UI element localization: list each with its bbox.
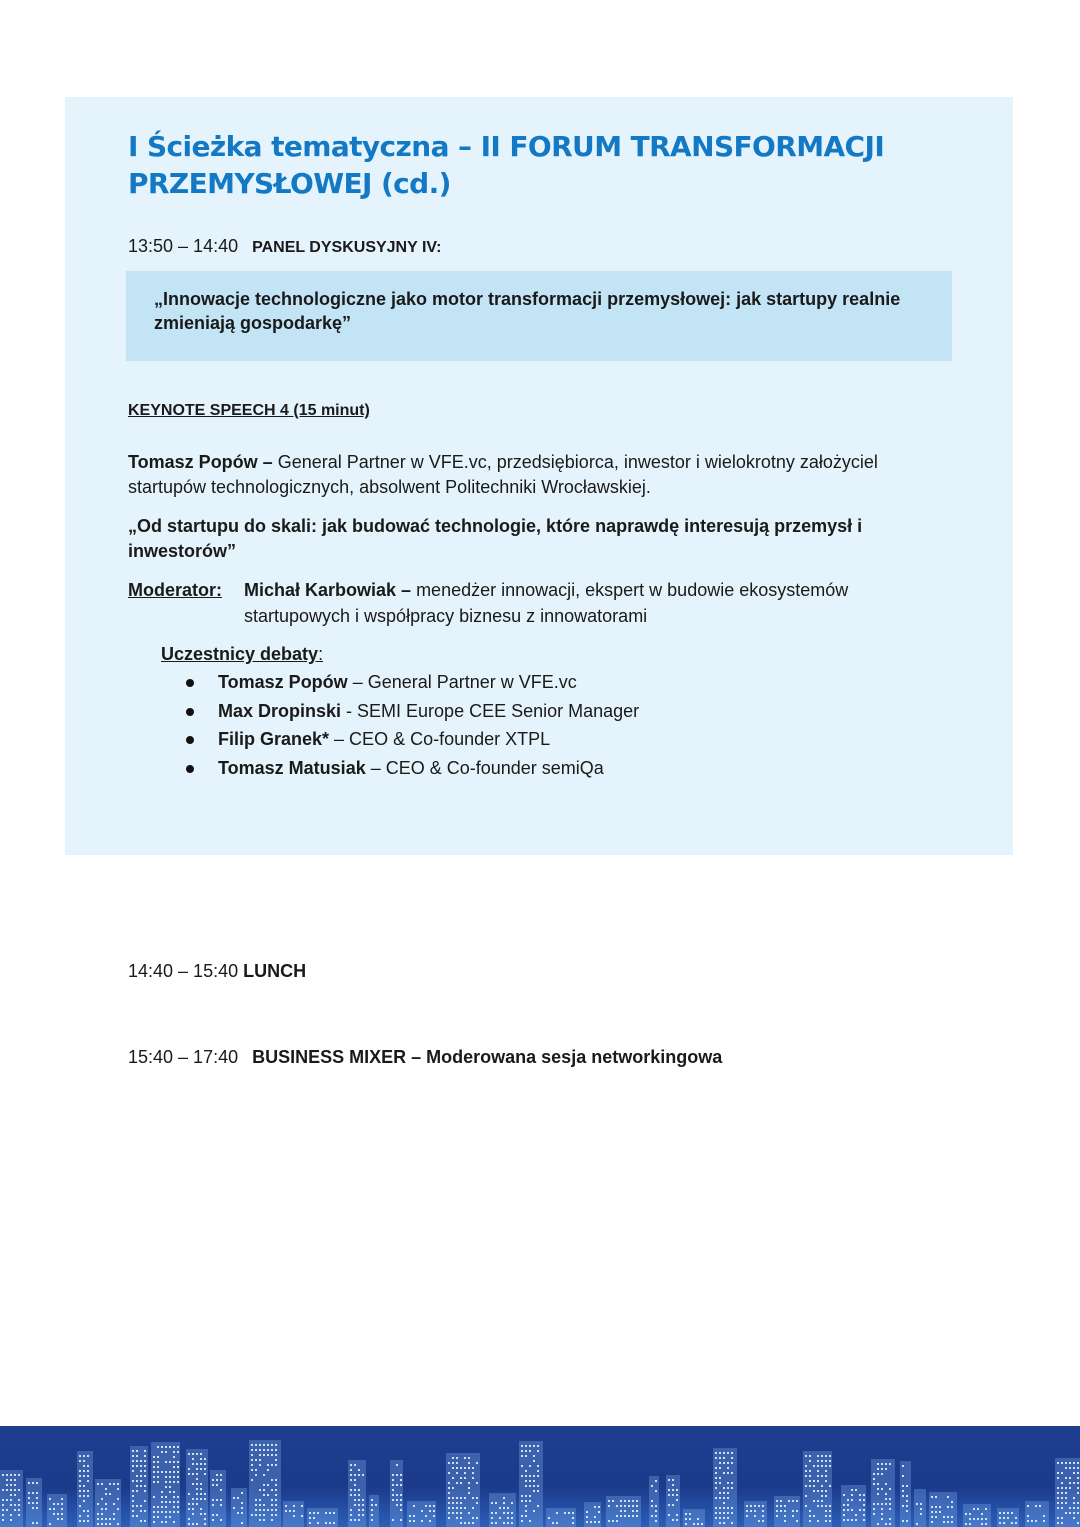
- participants-heading-label: Uczestnicy debaty: [161, 644, 319, 664]
- panel-time: 13:50 – 14:40: [128, 236, 239, 256]
- participant-name: Tomasz Matusiak: [218, 757, 366, 778]
- keynote-speaker: [128, 450, 958, 500]
- keynote-speaker-bio: General Partner w VFE.vc, przedsiębiorca, inwestor i wielokrotny założyciel startupów technologicznych, absolwent Politechniki Wrocławskiej.: [128, 452, 878, 497]
- participants-heading: [161, 642, 323, 666]
- panel-quote-box: [126, 271, 952, 361]
- lunch-row: [128, 959, 306, 983]
- list-item: [186, 668, 639, 697]
- participant-name: Max Dropinski: [218, 700, 342, 721]
- participant-name: Tomasz Popów: [218, 672, 348, 692]
- moderator-label: Moderator:: [128, 580, 222, 600]
- list-item: [186, 725, 639, 754]
- keynote-heading: KEYNOTE SPEECH 4 (15 minut): [128, 402, 370, 419]
- panel-schedule-row: [128, 234, 442, 260]
- mixer-label: BUSINESS MIXER – Moderowana sesja networkingowa: [252, 1047, 723, 1067]
- panel-quote: „Innowacje technologiczne jako motor transformacji przemysłowej: jak startupy realnie zmieniają gospodarkę”: [154, 289, 901, 333]
- keynote-speaker-name: Tomasz Popów –: [128, 452, 273, 472]
- participant-role: – CEO & Co-founder XTPL: [329, 729, 551, 749]
- lunch-time: 14:40 – 15:40: [128, 961, 239, 981]
- participant-role: - SEMI Europe CEE Senior Manager: [341, 700, 640, 721]
- panel-label: PANEL DYSKUSYJNY IV:: [252, 239, 442, 256]
- participant-role: – CEO & Co-founder semiQa: [365, 757, 604, 778]
- section-title: I Ścieżka tematyczna – II FORUM TRANSFORMACJI PRZEMYSŁOWEJ (cd.): [128, 130, 885, 200]
- participant-role: – General Partner w VFE.vc: [347, 672, 577, 692]
- mixer-row: [128, 1045, 722, 1069]
- moderator-info: [244, 577, 944, 629]
- participants-list: [186, 668, 639, 782]
- moderator-name: Michał Karbowiak –: [244, 580, 412, 600]
- participant-name: Filip Granek*: [218, 729, 330, 749]
- participants-heading-colon: :: [318, 644, 324, 664]
- lunch-label: LUNCH: [243, 961, 307, 981]
- moderator-bio: menedżer innowacji, ekspert w budowie ekosystemów startupowych i współpracy biznesu z innowatorami: [244, 580, 849, 626]
- list-item: [186, 754, 639, 783]
- mixer-time: 15:40 – 17:40: [128, 1047, 239, 1067]
- keynote-talk-title: „Od startupu do skali: jak budować technologie, które naprawdę interesują przemysł i inwestorów”: [128, 516, 863, 561]
- list-item: [186, 697, 639, 726]
- skyline-illustration: [0, 1426, 1080, 1527]
- footer-skyline-banner: [0, 1426, 1080, 1527]
